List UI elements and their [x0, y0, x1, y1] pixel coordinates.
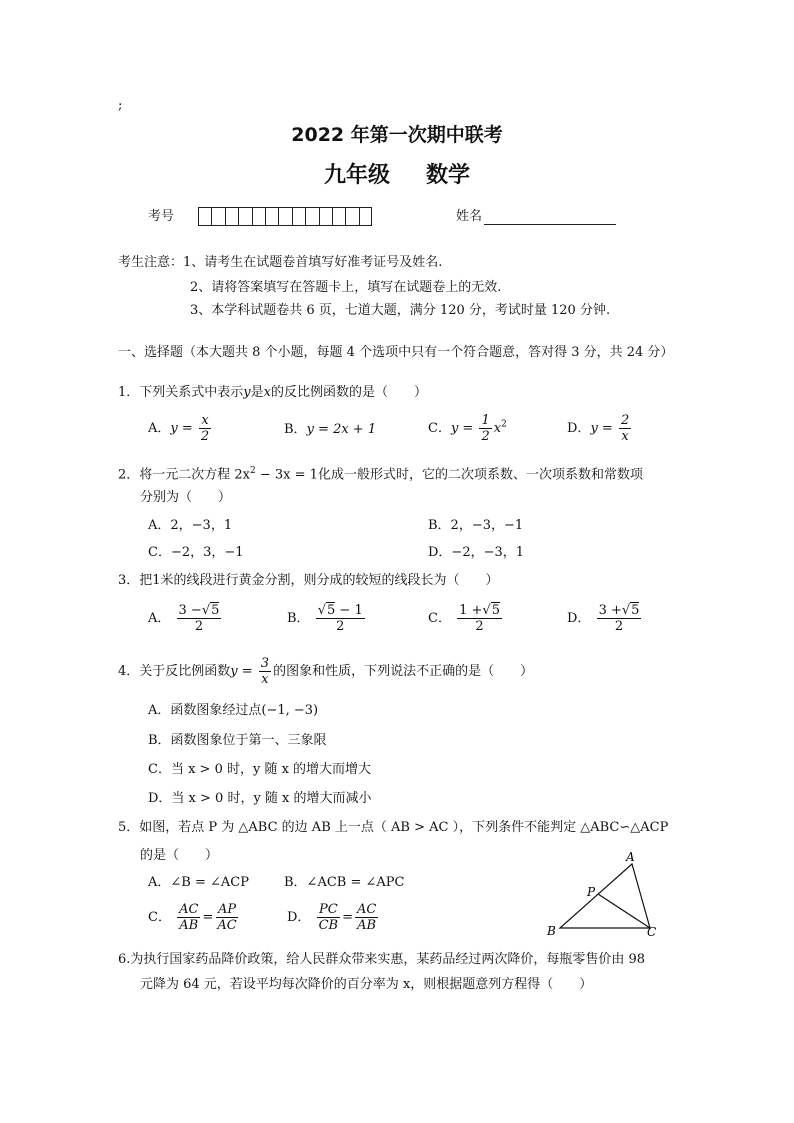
radicand: 5 — [211, 603, 220, 618]
q3-option-b[interactable] — [287, 603, 367, 634]
stem-text: 1．下列关系式中表示 — [118, 385, 244, 400]
var-y: y — [243, 385, 251, 400]
q4-option-c[interactable]: C．当 x > 0 时，y 随 x 的增大而增大 — [148, 762, 372, 777]
exam-title: 2022 年第一次期中联考 — [291, 124, 503, 146]
q3-option-d[interactable] — [567, 603, 643, 634]
equals-sign: = — [342, 910, 353, 925]
math: 3 + — [598, 603, 622, 618]
q1-option-d[interactable] — [567, 413, 633, 444]
question-1-stem — [118, 385, 427, 401]
exponent: 2 — [501, 419, 507, 430]
q1-option-c[interactable] — [428, 413, 507, 444]
question-2-stem — [118, 463, 643, 483]
fraction — [597, 603, 642, 634]
denominator: x — [261, 672, 269, 687]
denominator: CB — [318, 918, 339, 933]
q5-option-c[interactable] — [148, 902, 241, 933]
math: − 1 — [335, 603, 363, 618]
triangle-figure — [540, 848, 670, 940]
denominator: AC — [217, 918, 237, 933]
numerator: √5 − 1 — [317, 603, 363, 618]
q2-option-b[interactable]: B．2，−3，−1 — [428, 518, 524, 533]
q1-option-b[interactable] — [284, 422, 376, 438]
stem-text: − 3x = 1化成一般形式时，它的二次项系数、一次项系数和常数项 — [255, 467, 643, 483]
option-letter: B． — [284, 422, 307, 437]
q1-option-a[interactable] — [148, 413, 213, 444]
denominator: AB — [357, 918, 377, 933]
stem-text: 的反比例函数的是（ ） — [271, 385, 428, 400]
exam-no-box[interactable] — [292, 207, 305, 226]
question-6-stem-cont: 元降为 64 元，若设平均每次降价的百分率为 x，则根据题意列方程得（ ） — [140, 977, 593, 992]
name-field — [456, 209, 616, 225]
question-5-stem: 5．如图，若点 P 为 △ABC 的边 AB 上一点（ AB > AC ），下列条件不能判定 △ABC∽△ACP — [118, 820, 669, 835]
option-letter: C． — [428, 421, 451, 436]
notice-item: 2、请将答案填写在答题卡上，填写在试题卷上的无效. — [190, 280, 502, 295]
math: y = 2x + 1 — [306, 422, 377, 437]
subject-label: 数学 — [426, 163, 471, 188]
exam-no-box[interactable] — [265, 207, 278, 226]
label-p: P — [587, 885, 596, 899]
denominator: 2 — [200, 429, 210, 444]
notice-line-1 — [118, 255, 442, 271]
denominator: 2 — [336, 619, 345, 634]
exam-no-box[interactable] — [332, 207, 345, 226]
fraction — [215, 902, 238, 933]
fraction — [199, 413, 211, 444]
fraction — [317, 902, 341, 933]
triangle-abc — [560, 864, 650, 928]
question-4-stem — [118, 656, 533, 687]
math: y = — [230, 664, 253, 679]
q2-option-d[interactable]: D．−2，−3，1 — [428, 545, 525, 560]
denominator: 2 — [194, 619, 204, 634]
numerator: x — [201, 413, 209, 428]
math: 1 + — [459, 603, 483, 618]
denominator: x — [621, 429, 629, 444]
name-underline[interactable] — [484, 211, 616, 225]
radicand: 5 — [491, 603, 500, 618]
math: y = — [590, 421, 613, 436]
denominator: AB — [179, 918, 199, 933]
exam-no-box[interactable] — [211, 207, 224, 226]
label-c: C — [647, 925, 657, 939]
stem-text: 的图象和性质，下列说法不正确的是（ ） — [273, 664, 534, 679]
fraction — [355, 902, 378, 933]
question-6-stem: 6.为执行国家药品降价政策，给人民群众带来实惠，某药品经过两次降价，每瓶零售价由 98 — [118, 952, 646, 967]
fraction — [259, 656, 271, 687]
exam-no-box[interactable] — [278, 207, 291, 226]
numerator: 3 — [260, 656, 270, 671]
stem-text: 2．将一元二次方程 2x — [118, 467, 251, 483]
q2-option-c[interactable]: C．−2，3，−1 — [148, 545, 244, 560]
var-x: x — [263, 385, 271, 400]
question-2-stem-cont: 分别为（ ） — [140, 490, 232, 505]
numerator: 2 — [620, 413, 630, 428]
q4-option-b[interactable]: B．函数图象位于第一、三象限 — [148, 733, 327, 748]
option-letter: D． — [567, 421, 591, 436]
q5-option-d[interactable] — [287, 902, 380, 933]
grade-label: 九年级 — [323, 163, 390, 188]
corner-mark: ; — [118, 98, 123, 113]
numerator: AP — [217, 902, 237, 917]
label-b: B — [547, 924, 556, 938]
notice-item: 3、本学科试题卷共 6 页，七道大题，满分 120 分，考试时量 120 分钟. — [190, 303, 611, 318]
exam-no-box[interactable] — [319, 207, 332, 226]
stem-text: 4．关于反比例函数 — [118, 664, 231, 679]
label-a: A — [626, 850, 635, 864]
option-letter: B． — [287, 611, 310, 626]
option-letter: A． — [148, 421, 171, 436]
radicand: 5 — [631, 603, 640, 618]
exam-no-box[interactable] — [345, 207, 358, 226]
option-letter: D． — [567, 611, 591, 626]
math: y = — [170, 421, 193, 436]
numerator: 1 — [481, 413, 490, 428]
q4-option-a[interactable]: A．函数图象经过点(−1, −3) — [148, 703, 319, 718]
exam-no-box[interactable] — [359, 207, 372, 226]
option-letter: C． — [148, 910, 171, 925]
exam-no-box[interactable] — [198, 207, 211, 226]
denominator: 2 — [481, 429, 490, 444]
fraction — [479, 413, 491, 444]
notice-label: 考生注意： — [118, 255, 184, 270]
option-letter: C． — [428, 611, 451, 626]
fraction — [316, 603, 365, 634]
name-label: 姓名 — [456, 209, 483, 224]
exponent: 2 — [250, 466, 256, 476]
q5-option-a[interactable]: A．∠B = ∠ACP — [148, 875, 249, 890]
math: x — [493, 421, 502, 436]
option-letter: A． — [148, 611, 171, 626]
numerator: 3 −√5 — [178, 603, 220, 618]
numerator: 1 +√5 — [459, 603, 500, 618]
exam-no-label: 考号 — [148, 209, 175, 224]
numerator: AC — [356, 902, 377, 917]
denominator: 2 — [614, 619, 624, 634]
exam-no-box[interactable] — [305, 207, 318, 226]
denominator: 2 — [475, 619, 484, 634]
radicand: 5 — [327, 603, 336, 618]
stem-text: 是 — [250, 385, 264, 400]
exam-no-box[interactable] — [252, 207, 265, 226]
question-3-stem: 3．把1米的线段进行黄金分割，则分成的较短的线段长为（ ） — [118, 573, 499, 588]
q2-option-a[interactable]: A．2，−3，1 — [148, 518, 233, 533]
exam-no-boxes[interactable] — [198, 207, 372, 226]
q4-option-d[interactable]: D．当 x > 0 时，y 随 x 的增大而减小 — [148, 791, 372, 806]
math: 3 − — [178, 603, 202, 618]
q3-option-c[interactable] — [428, 603, 504, 634]
q5-option-b[interactable]: B．∠ACB = ∠APC — [284, 875, 405, 890]
numerator: PC — [318, 902, 338, 917]
fraction — [177, 902, 200, 933]
grade-subject — [0, 158, 794, 189]
equals-sign: = — [202, 910, 214, 925]
exam-no-box[interactable] — [238, 207, 251, 226]
fraction — [619, 413, 631, 444]
option-letter: D． — [287, 910, 311, 925]
math: y = — [450, 421, 474, 436]
notice-item: 1、请考生在试题卷首填写好准考证号及姓名. — [183, 255, 443, 270]
numerator: 3 +√5 — [598, 603, 640, 618]
numerator: AC — [179, 902, 199, 917]
fraction — [177, 603, 222, 634]
exam-no-box[interactable] — [225, 207, 238, 226]
question-5-stem-cont: 的是（ ） — [140, 848, 219, 863]
fraction — [457, 603, 502, 634]
section-heading: 一、选择题（本大题共 8 个小题，每题 4 个选项中只有一个符合题意，答对得 3 分，共 24 分） — [118, 345, 674, 360]
q3-option-a[interactable] — [148, 603, 223, 634]
